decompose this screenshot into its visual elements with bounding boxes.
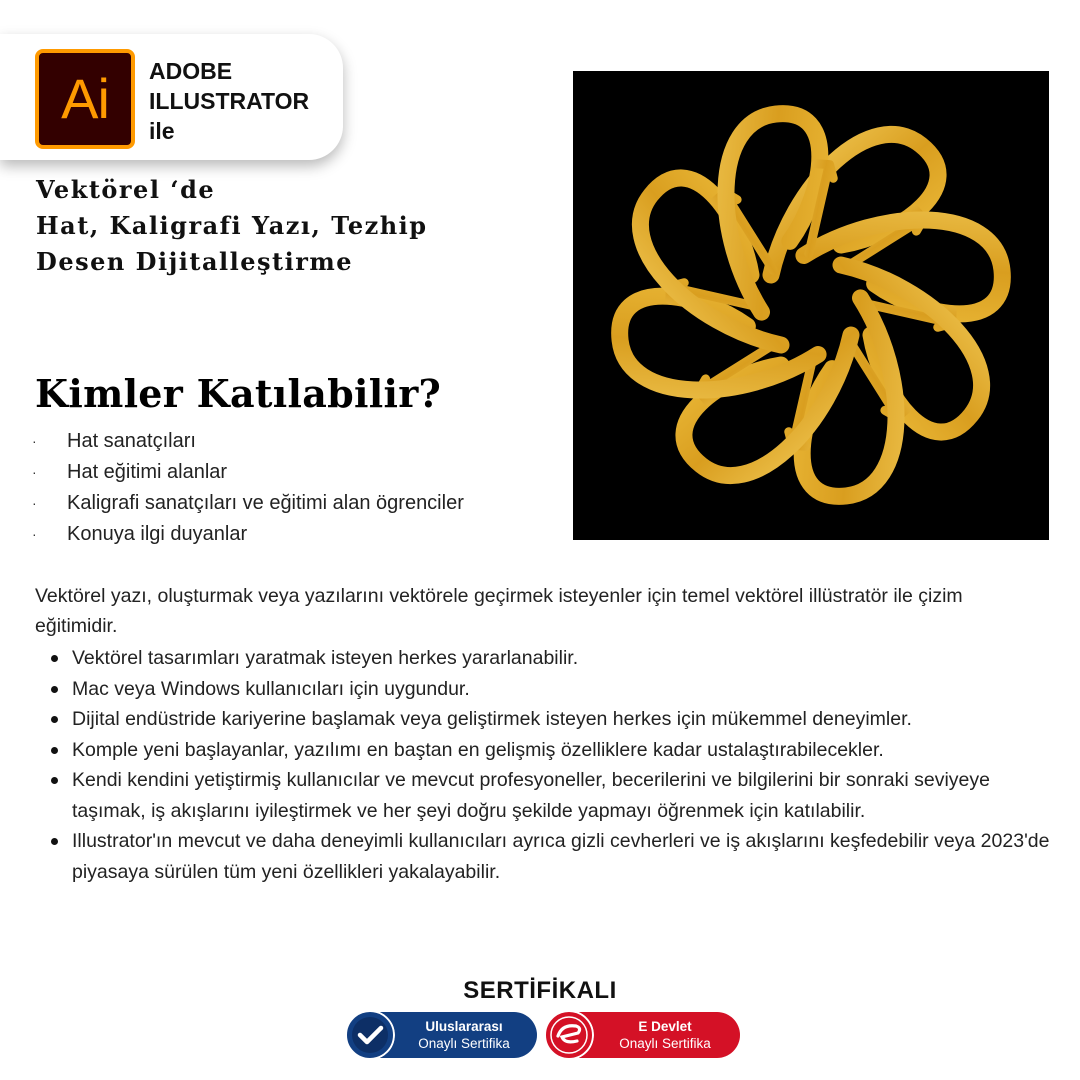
list-item: Vektörel tasarımları yaratmak isteyen herkes yararlanabilir. (35, 643, 1055, 674)
badge-subtitle: Onaylı Sertifika (418, 1036, 510, 1051)
badge-title: E Devlet (638, 1019, 692, 1034)
bullet-dot: · (32, 495, 37, 511)
list-item: Komple yeni başlayanlar, yazılımı en baştan en gelişmiş özelliklere kadar ustalaştırabilecekler. (35, 735, 1055, 766)
subtitle-line-3: Desen Dijitalleştirme (36, 247, 354, 276)
list-item (32, 519, 464, 550)
header-line-1: ADOBE (149, 58, 233, 84)
list-item-text: Konuya ilgi duyanlar (67, 523, 248, 545)
list-item: Dijital endüstride kariyerine başlamak veya geliştirmek isteyen herkes için mükemmel deneyimler. (35, 704, 1055, 735)
list-item-text: Hat eğitimi alanlar (67, 461, 228, 483)
bullet-dot: · (32, 464, 37, 480)
who-can-attend-heading: Kimler Katılabilir? (35, 371, 442, 416)
header-title (149, 56, 309, 146)
header-line-3: ile (149, 118, 175, 144)
header-line-2: ILLUSTRATOR (149, 88, 310, 114)
list-item-text: Hat sanatçıları (67, 430, 196, 452)
subtitle-line-1: Vektörel ‘de (36, 175, 216, 204)
list-item-text: Kaligrafi sanatçıları ve eğitimi alan ögrenciler (67, 492, 464, 514)
list-item: Kendi kendini yetiştirmiş kullanıcılar ve mevcut profesyoneller, becerilerini ve bilgilerini bir sonraki seviyeye taşımak, iş akışlarını iyileştirmek ve her şeyi doğru şekilde yapmayı öğrenmek için katılabilir. (35, 765, 1055, 826)
international-certificate-badge (347, 1012, 537, 1058)
badge-subtitle: Onaylı Sertifika (619, 1036, 711, 1051)
logo-text: Ai (61, 67, 109, 130)
list-item (32, 488, 464, 519)
e-devlet-logo-icon (544, 1010, 594, 1060)
check-icon (345, 1010, 395, 1060)
course-subtitle (36, 172, 428, 280)
certificate-title: SERTİFİKALI (463, 977, 617, 1004)
bullet-dot: · (32, 433, 37, 449)
list-item (32, 457, 464, 488)
subtitle-line-2: Hat, Kaligrafi Yazı, Tezhip (36, 211, 428, 240)
calligraphy-knot-illustration (573, 71, 1049, 540)
adobe-illustrator-logo-icon (35, 49, 135, 149)
features-list (35, 643, 1055, 887)
calligraphy-artwork (573, 71, 1049, 540)
list-item: Mac veya Windows kullanıcıları için uygundur. (35, 674, 1055, 705)
e-devlet-certificate-badge (546, 1012, 740, 1058)
course-description: Vektörel yazı, oluşturmak veya yazılarını vektörele geçirmek isteyenler için temel vektörel illüstratör ile çizim eğitimidir. (35, 585, 963, 637)
list-item: Illustrator'ın mevcut ve daha deneyimli kullanıcıları ayrıca gizli cevherleri ve iş akışlarını keşfedebilir veya 2023'de piyasaya sürülen tüm yeni özellikleri yakalayabilir. (35, 826, 1055, 887)
badge-title: Uluslararası (425, 1019, 503, 1034)
list-item (32, 426, 464, 457)
who-can-attend-list (32, 426, 464, 550)
bullet-dot: · (32, 526, 37, 542)
